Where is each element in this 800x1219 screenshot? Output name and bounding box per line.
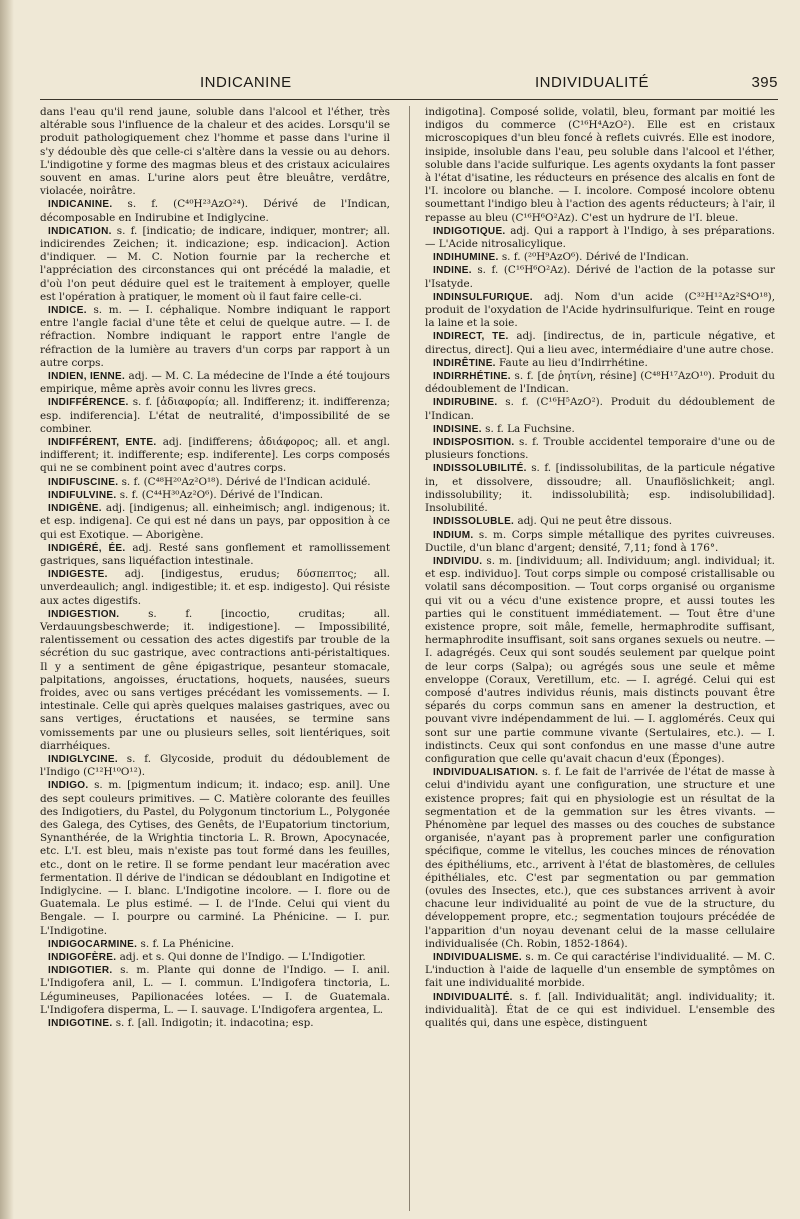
entry-headword: INDIVIDU. [433, 555, 483, 567]
entry-definition: s. f. [indicatio; de indicare, indiquer, montrer; all. indicirendes Zeichen; it. indicazione; esp. indicacion]. Action d'indiquer. — M. C. Notion fournie par la recherche et l'appréciation des circonstances qui ont précédé la maladie, et d'où l'on peut déduire quel est le traitement à employer, quelle est l'opération à pratiquer, le moment où il faut faire celle-ci. [40, 224, 390, 303]
dictionary-entry [425, 529, 775, 555]
entry-headword: INDIFFÉRENCE. [48, 397, 129, 409]
entry-headword: INDISSOLUBLE. [433, 516, 515, 528]
entry-definition: s. f. (C¹⁶H⁵AzO²). Produit du dédoublement de l'Indican. [425, 396, 775, 422]
dictionary-entry [425, 436, 775, 462]
entry-headword: INDIFULVINE. [48, 489, 117, 501]
entry-headword: INDINE. [433, 265, 472, 277]
entry-definition: s. f. (C⁴⁴H³⁰Az²O⁶). Dérivé de l'Indican. [116, 488, 324, 501]
entry-headword: INDIRUBINE. [433, 397, 498, 409]
dictionary-entry [40, 568, 390, 608]
dictionary-entry [40, 502, 390, 542]
entry-headword: INDICANINE. [48, 199, 113, 211]
entry-definition: s. f. [indissolubilitas, de la particule négative in, et dissolvere, dissoudre; all. Unauflöslichkeit; angl. indissolubility; it. indissolubilità; esp. indisolubilidad]. Insolubilité. [425, 462, 775, 515]
dictionary-entry [40, 489, 390, 502]
entry-definition: s. m. Plante qui donne de l'Indigo. — I. anil. L'Indigofera anil, L. — I. commun. L'Indigofera tinctoria, L. Légumineuses, Papilionacées lotées. — I. de Guatemala. L'Indigofera disperma, L. — I. sauvage. L'Indigofera argentea, L. [40, 964, 390, 1016]
entry-headword: INDIRÊTINE. [433, 357, 496, 369]
dictionary-entry [425, 330, 775, 356]
page-binding-shadow [0, 0, 14, 1219]
dictionary-entry [425, 106, 775, 225]
entry-definition: adj. Nom d'un acide (C³²H¹²Az²S⁴O¹⁸), produit de l'oxydation de l'Acide hydrinsulfurique. Teint en rouge la laine et la soie. [425, 290, 775, 330]
entry-definition: adj. [indifferens; ἀδιάφορος; all. et angl. indifferent; it. indifferente; esp. indiferente]. Les corps composés qui ne se combinent point avec d'autres corps. [40, 436, 390, 475]
dictionary-entry [425, 515, 775, 528]
entry-headword: INDIGESTE. [48, 569, 108, 581]
dictionary-entry [425, 251, 775, 264]
entry-definition: indigotina]. Composé solide, volatil, bleu, formant par moitié les indigos du commerce (C¹⁶H⁴AzO²). Elle est en cristaux microscopiques d'un bleu foncé à reflets cuivrés. Elle est inodore, insipide, insoluble dans l'eau, peu soluble dans l'alcool et l'éther, soluble dans l'acide sulfurique. Les agents oxydants la font passer à l'état d'isatine, les réducteurs en présence des alcalis en font de l'I. incolore ou blanche. — I. incolore. Composé incolore obtenu soumettant l'indigo bleu à l'action des agents réducteurs; à l'air, il repasse au bleu (C¹⁶H⁶O²Az). C'est un hydrure de l'I. bleue. [425, 106, 775, 224]
entry-definition: s. f. La Fuchsine. [481, 422, 575, 435]
entry-definition: s. f. [incoctio, cruditas; all. Verdauungsbeschwerde; it. indigestione]. — Impossibilité, ralentissement ou cessation des actes digestifs par trouble de la sécrétion du suc gastrique, avec contractions anti-péristaltiques. Il y a sentiment de gêne épigastrique, pesanteur stomacale, palpitations, angoisses, éructations, hoquets, nausées, sueurs froides, avec ou sans vertiges précédant les vomissements. — I. intestinale. Celle qui après quelques malaises gastriques, avec ou sans vertiges, éructations et nausées, se termine sans vomissements par une ou plusieurs selles, soit lientériques, soit diarrhéiques. [40, 607, 390, 752]
entry-headword: INDIGÈNE. [48, 503, 102, 515]
dictionary-entry [40, 938, 390, 951]
dictionary-entry [425, 225, 775, 251]
entry-definition: s. m. [individuum; all. Individuum; angl. individual; it. et esp. individuo]. Tout corps simple ou composé cristallisable ou volatil sans décomposition. — Tout corps organisé ou organisme qui vit ou a vécu d'une existence propre, et aussi toutes les parties qui le constituent immédiatement. — Tout être d'une existence propre, soit mâle, femelle, hermaphrodite suffisant, hermaphrodite insuffisant, soit sans organes sexuels ou neutre. — I. adagrégés. Ceux qui sont soudés seulement par quelque point de leur corps (Salpa); ou agrégés sous une seule et même enveloppe (Coraux, Veretillum, etc. — I. agrégé. Celui qui est composé d'autres individus réunis, mais distincts pouvant être séparés du corps commun sans en amener la destruction, et pouvant vivre indépendamment de lui. — I. agglomérés. Ceux qui sont sur une partie commune vivante (Sertulaires, etc.). — I. indistincts. Ceux qui sont confondus en une masse d'une autre configuration que celle qu'avait chacun d'eux (Éponges). [425, 554, 775, 765]
entry-headword: INDIGOFÈRE. [48, 952, 117, 963]
entry-headword: INDIGOTIQUE. [433, 225, 506, 237]
column-divider [409, 106, 410, 1211]
entry-definition: s. f. [all. Indigotin; it. indacotina; esp. [112, 1017, 314, 1030]
entry-definition: s. f. [ἀδιαφορία; all. Indifferenz; it. indifferenza; esp. indiferencia]. L'état de neutralité, d'impossibilité de se combiner. [40, 396, 390, 435]
entry-headword: INDISINE. [433, 423, 482, 435]
entry-headword: INDIVIDUALISATION. [433, 767, 539, 779]
entry-headword: INDIEN, IENNE. [48, 371, 126, 383]
entry-definition: s. f. La Phénicine. [137, 937, 235, 950]
dictionary-entry [425, 555, 775, 766]
entry-headword: INDIGOTINE. [48, 1018, 113, 1030]
entry-definition: adj. [indirectus, de in, particule négative, et directus, direct]. Qui a lieu avec, intermédiaire d'une autre chose. [425, 330, 775, 356]
entry-definition: adj. et s. Qui donne de l'Indigo. — L'Indigotier. [116, 951, 366, 963]
entry-headword: INDICATION. [48, 225, 112, 237]
entry-definition: adj. — M. C. La médecine de l'Inde a été toujours empirique, même après avoir connu les livres grecs. [40, 370, 390, 396]
dictionary-entry [425, 370, 775, 396]
dictionary-entry [425, 951, 775, 991]
entry-headword: INDIGLYCINE. [48, 753, 118, 765]
entry-headword: INDIVIDUALISME. [433, 952, 522, 963]
entry-headword: INDIFUSCINE. [48, 476, 119, 488]
entry-headword: INDISPOSITION. [433, 437, 515, 449]
entry-definition: s. f. [de ῥητίνη, résine] (C⁴⁸H¹⁷AzO¹⁰). Produit du dédoublement de l'Indican. [425, 370, 775, 396]
entry-headword: INDIGESTION. [48, 608, 120, 620]
entry-definition: s. f. (C⁴⁸H²⁰Az²O¹⁸). Dérivé de l'Indican acidulé. [118, 475, 371, 488]
dictionary-entry [425, 396, 775, 422]
entry-definition: Faute au lieu d'Indirrhétine. [495, 356, 648, 369]
header-right-word: INDIVIDUALITÉ [535, 74, 650, 91]
entry-headword: INDISSOLUBILITÉ. [433, 463, 527, 475]
entry-definition: s. m. Ce qui caractérise l'individualité. — M. C. L'induction à l'aide de laquelle d'un ensemble de symptômes on fait une individualité morbide. [425, 951, 775, 990]
dictionary-entry [40, 370, 390, 396]
entry-definition: s. f. Le fait de l'arrivée de l'état de masse à celui d'individu ayant une configuration, une structure et une existence propres; fait qui en physiologie est un résultat de la segmentation et de la gemmation sur les êtres vivants. — Phénomène par lequel des masses ou des couches de substance organisée, n'ayant pas à proprement parler une configuration spécifique, comme le vitellus, les couches minces de rénovation des épithéliums, etc., arrivent à l'état de blastomères, de cellules épithéliales, etc. C'est par segmentation ou par gemmation (ovules des Insectes, etc.), que ces substances arrivent à avoir chacune leur individualité au point de vue de la structure, du développement propre, etc.; segmentation toujours précédée de l'apparition d'un noyau devenant celui de la masse cellulaire individualisée (Ch. Robin, 1852-1864). [425, 766, 775, 950]
entry-headword: INDIGOCARMINE. [48, 938, 138, 950]
dictionary-entry [40, 608, 390, 753]
entry-definition: adj. Resté sans gonflement et ramollissement gastriques, sans liquéfaction intestinale. [40, 541, 390, 567]
right-column [425, 106, 775, 1030]
entry-headword: INDIVIDUALITÉ. [433, 991, 513, 1003]
entry-definition: s. f. Glycoside, produit du dédoublement de l'Indigo (C¹²H¹⁰O¹²). [40, 752, 390, 779]
entry-definition: s. f. (C⁴⁰H²³AzO²⁴). Dérivé de l'Indican, décomposable en Indirubine et Indiglycine. [40, 198, 390, 224]
dictionary-entry [425, 291, 775, 331]
entry-headword: INDIGOTIER. [48, 965, 113, 977]
entry-headword: INDIHUMINE. [433, 252, 499, 264]
entry-definition: adj. Qui ne peut être dissous. [514, 515, 673, 528]
dictionary-page [40, 0, 778, 1219]
entry-headword: INDIRECT, TE. [433, 331, 509, 343]
dictionary-entry [425, 423, 775, 436]
dictionary-entry [40, 198, 390, 224]
entry-headword: INDIUM. [433, 529, 474, 541]
entry-headword: INDICE. [48, 305, 87, 317]
entry-definition: adj. Qui a rapport à l'Indigo, à ses préparations. — L'Acide nitrosalicylique. [425, 224, 775, 251]
dictionary-entry [40, 779, 390, 937]
entry-headword: INDIGO. [48, 780, 89, 792]
entry-definition: s. m. — I. céphalique. Nombre indiquant le rapport entre l'angle facial d'une tête et celui de quelque autre. — I. de réfraction. Nombre indiquant le rapport entre l'angle de réfraction de la lumière au travers d'un corps par rapport à un autre corps. [40, 304, 390, 369]
header-rule [40, 99, 778, 100]
dictionary-entry [425, 991, 775, 1031]
running-header [40, 74, 778, 96]
dictionary-entry [40, 1017, 390, 1030]
entry-definition: s. f. [all. Individualität; angl. individuality; it. individualità]. État de ce qui est individuel. L'ensemble des qualités qui, dans une espèce, distinguent [425, 990, 775, 1030]
dictionary-entry [40, 753, 390, 779]
entry-definition: s. m. [pigmentum indicum; it. indaco; esp. anil]. Une des sept couleurs primitives. — C. Matière colorante des feuilles des Indigotiers, du Pastel, du Polygonum tinctorium L., Polygonée des Galega, des Cytises, des Genêts, de l'Eupatorium tinctorium, Synanthérée, de la Wrightia tinctoria L. R. Brown, Apocynacée, etc. L'I. est bleu, mais n'existe pas tout formé dans les feuilles, etc., dont on le retire. Il se forme pendant leur macération avec fermentation. Il dérive de l'indican se dédoublant en Indigotine et Indiglycine. — I. blanc. L'Indigotine incolore. — I. flore ou de Guatemala. Le plus estimé. — I. de l'Inde. Celui qui vient du Bengale. — I. pourpre ou carminé. La Phénicine. — I. pur. L'Indigotine. [40, 779, 390, 937]
dictionary-entry [40, 951, 390, 964]
entry-headword: INDIFFÉRENT, ENTE. [48, 437, 157, 449]
entry-definition: s. f. Trouble accidentel temporaire d'une ou de plusieurs fonctions. [425, 436, 775, 462]
dictionary-entry [40, 436, 390, 476]
dictionary-entry [40, 476, 390, 489]
entry-headword: INDIGÉRÉ, ÉE. [48, 542, 126, 554]
entry-headword: INDIRRHÉTINE. [433, 371, 511, 383]
dictionary-entry [425, 766, 775, 951]
entry-definition: s. m. Corps simple métallique des pyrites cuivreuses. Ductile, d'un blanc d'argent; densité, 7,11; fond à 176°. [425, 528, 775, 554]
dictionary-entry [40, 964, 390, 1017]
entry-definition: adj. [indigestus, erudus; δύσπεπτος; all. unverdeaulich; angl. indigestible; it. et esp. indigesto]. Qui résiste aux actes digestifs. [40, 568, 390, 607]
dictionary-entry [425, 462, 775, 515]
dictionary-entry [40, 106, 390, 198]
dictionary-entry [425, 264, 775, 290]
left-column [40, 106, 390, 1030]
entry-headword: INDINSULFURIQUE. [433, 291, 533, 303]
entry-definition: s. f. (²⁰H⁹AzO⁶). Dérivé de l'Indican. [498, 251, 689, 264]
dictionary-entry [40, 396, 390, 436]
header-left-word: INDICANINE [200, 74, 292, 91]
dictionary-entry [40, 542, 390, 568]
entry-definition: dans l'eau qu'il rend jaune, soluble dans l'alcool et l'éther, très altérable sous l'influence de la chaleur et des acides. Lorsqu'il se produit pathologiquement chez l'homme et passe dans l'urine il s'y dédouble dès que celle-ci s'altère dans la vessie ou au dehors. L'indigotine y forme des magmas bleus et des cristaux aciculaires souvent en amas. L'urine alors peut être bleuâtre, verdâtre, violacée, noirâtre. [40, 106, 390, 198]
entry-definition: s. f. (C¹⁶H⁶O²Az). Dérivé de l'action de la potasse sur l'Isatyde. [425, 264, 775, 290]
dictionary-entry [40, 304, 390, 370]
entry-definition: adj. [indigenus; all. einheimisch; angl. indigenous; it. et esp. indigena]. Ce qui est né dans un pays, par opposition à ce qui est Exotique. — Aborigène. [40, 502, 390, 541]
dictionary-entry [40, 225, 390, 304]
dictionary-entry [425, 357, 775, 370]
page-number: 395 [751, 74, 778, 91]
